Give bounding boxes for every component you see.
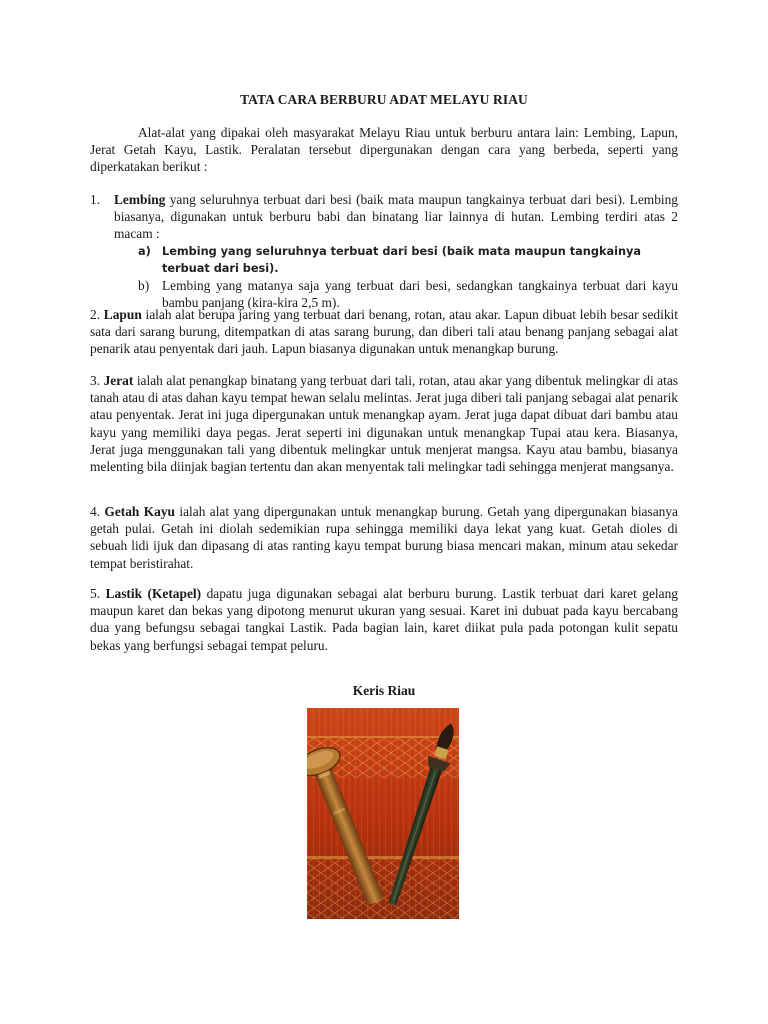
document-title: TATA CARA BERBURU ADAT MELAYU RIAU [240,92,528,107]
term-lapun: Lapun [103,307,142,322]
term-jerat: Jerat [103,373,134,388]
lastik-description: dapatu juga digunakan sebagai alat berburu burung. Lastik terbuat dari karet gelang maupun karet dan bekas yang dipotong menurut ukuran yang sesuai. Karet ini dubuat pada kayu bercabang dua yang befungsu sebagai tangkai Lastik. Pada bagian lain, karet diikat pula pada potongan kulit sepatu bekas yang berfungsi sebagai tempat peluru. [90,586,678,653]
lapun-description: ialah alat berupa jaring yang terbuat dari benang, rotan, atau akar. Lapun dibuat lebih besar sedikit sata dari sarang burung, ditempatkan di atas sarang burung, dan diberi tali atau benang panjang sebagai alat penarik atau penyentak dari jauh. Lapun biasanya digunakan untuk menangkap burung. [90,307,678,357]
term-lembing: Lembing [114,192,166,207]
paragraph-number: 2. [90,307,101,322]
keris-photo [307,708,459,919]
paragraph-lastik [90,585,678,654]
sublist-letter-b: b) [138,277,150,293]
sublist-item-a [138,243,678,277]
paragraph-number: 5. [90,586,101,601]
getah-kayu-description: ialah alat yang dipergunakan untuk menangkap burung. Getah yang dipergunakan biasanya getah pulai. Getah ini diolah sedemikian rupa sehingga memiliki daya lekat yang kuat. Getah dioles di sebuah lidi ijuk dan dipasang di atas ranting kayu tempat burung biasa mencari makan, minum atau sekedar tempat beristirahat. [90,504,678,571]
paragraph-number: 4. [90,504,101,519]
paragraph-number: 3. [90,373,101,388]
jerat-description: ialah alat penangkap binatang yang terbuat dari tali, rotan, atau akar yang dibentuk melingkar di atas tanah atau di atas dahan kayu tempat hewan selalu melintas. Jerat juga diberi tali panjang sebagai alat penarik atau penyentak. Jerat ini juga dipergunakan untuk menangkap ayam. Jerat juga dapat dibuat dari bambu atau kayu yang memiliki daya pegas. Jerat seperti ini digunakan untuk menangkap Tupai atau kera. Biasanya, Jerat juga menggunakan tali yang dibentuk melingkar untuk menjerat mangsa. Kayu atau bambu, biasanya melenting bila diinjak bagian tertentu dan akan menyentak tali melingkar tadi sehingga menjerat mangsanya. [90,373,678,475]
list-number: 1. [90,192,101,207]
sublist-letter-a: a) [138,244,151,258]
list-item-body [114,191,678,311]
paragraph-lapun [90,306,678,358]
figure-caption: Keris Riau [352,683,416,698]
term-lastik: Lastik (Ketapel) [105,586,202,601]
intro-paragraph: Alat-alat yang dipakai oleh masyarakat Melayu Riau untuk berburu antara lain: Lembing, Lapun, Jerat Getah Kayu, Lastik. Peralatan tersebut dipergunakan dengan cara yang berbeda, seperti yang diperkatakan berikut : [90,125,678,175]
term-getah-kayu: Getah Kayu [104,504,175,519]
lembing-description: yang seluruhnya terbuat dari besi (baik mata maupun tangkainya terbuat dari besi). Lembing biasanya, digunakan untuk berburu babi dan binatang liar lainnya di hutan. Lembing terdiri atas 2 macam : [114,192,678,242]
paragraph-getah-kayu [90,503,678,572]
paragraph-jerat [90,372,678,475]
list-item-lembing [90,191,678,311]
sublist-text-a: Lembing yang seluruhnya terbuat dari besi (baik mata maupun tangkainya terbuat dari besi). [162,244,641,275]
sublist-text-b: Lembing yang matanya saja yang terbuat dari besi, sedangkan tangkainya terbuat dari kayu bambu panjang (kira-kira 2,5 m). [162,277,678,310]
keris-illustration [307,708,459,919]
